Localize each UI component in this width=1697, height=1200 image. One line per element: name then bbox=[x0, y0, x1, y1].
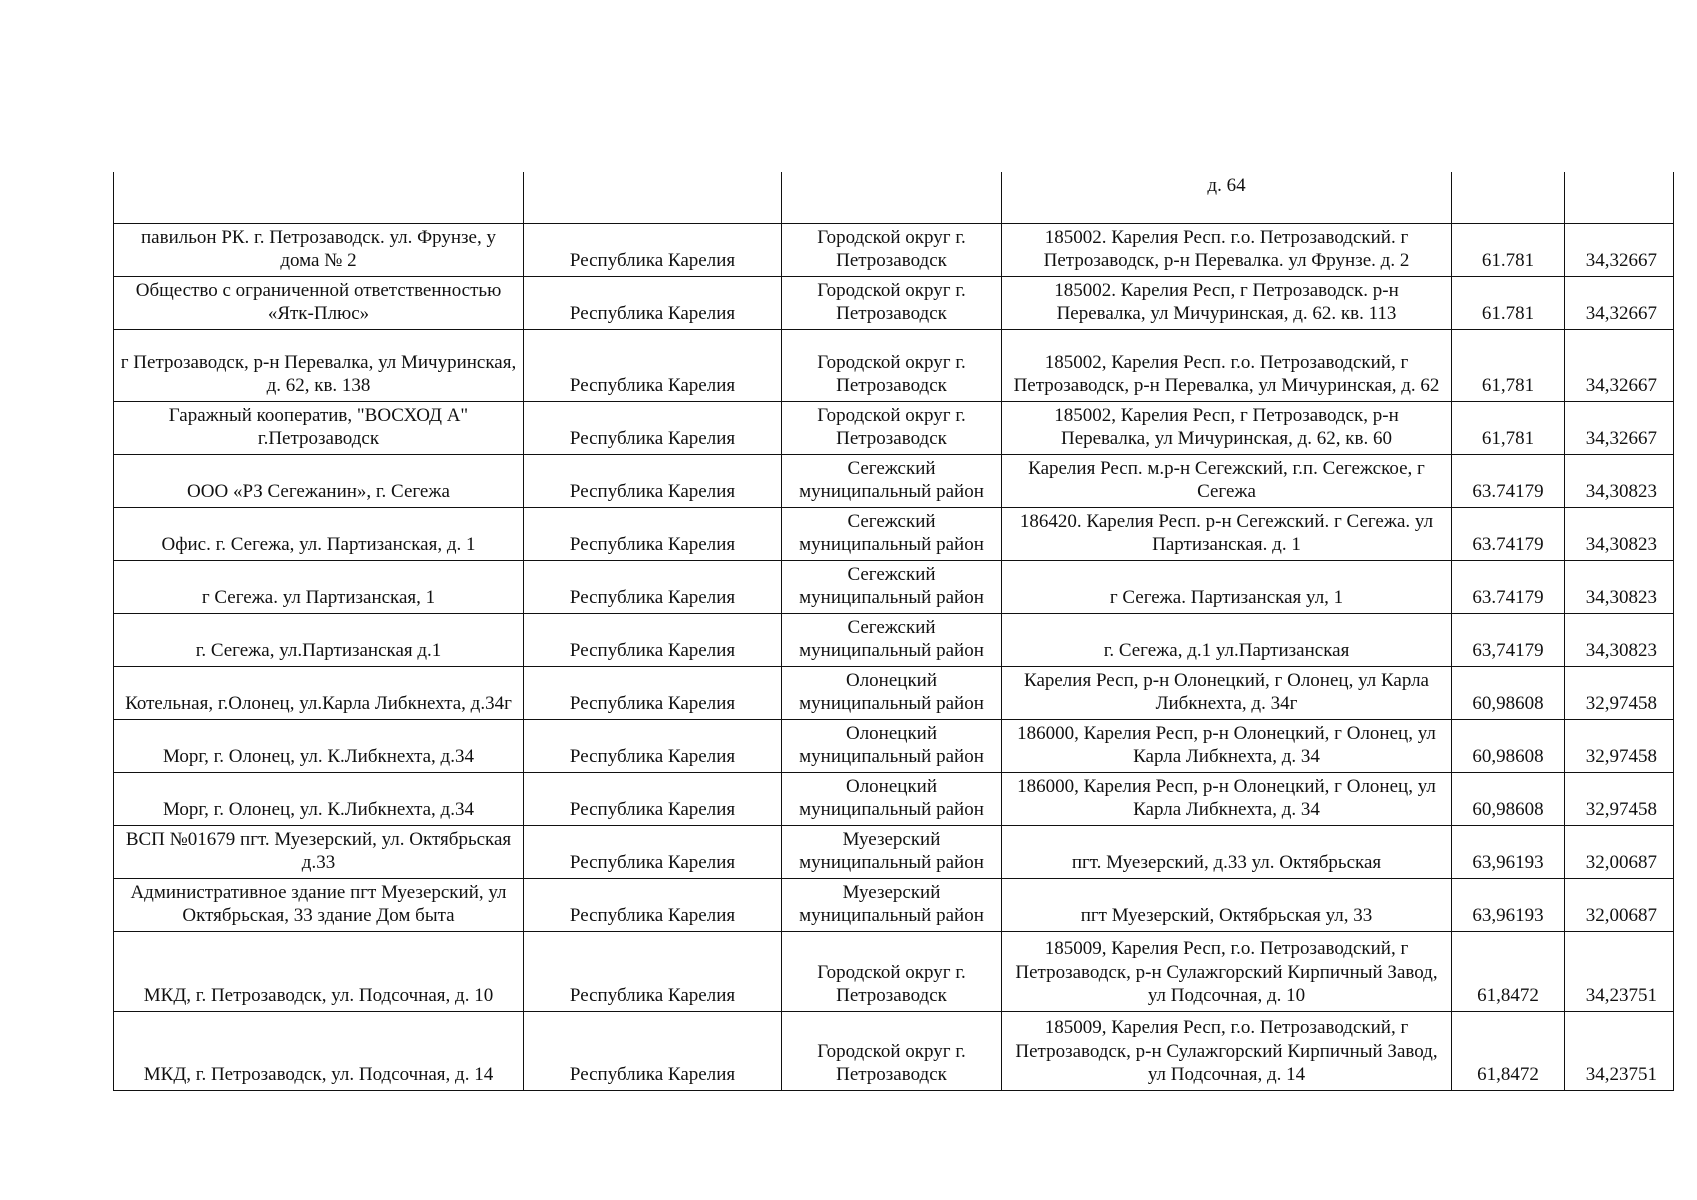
latitude-cell: 61,781 bbox=[1452, 329, 1565, 401]
latitude-cell: 63,96193 bbox=[1452, 825, 1565, 878]
address-cell: пгт. Муезерский, д.33 ул. Октябрьская bbox=[1002, 825, 1452, 878]
municipality-cell: Олонецкий муниципальный район bbox=[782, 719, 1002, 772]
address-cell: г Сегежа. Партизанская ул, 1 bbox=[1002, 560, 1452, 613]
table-row bbox=[114, 172, 1674, 223]
latitude-cell: 61,8472 bbox=[1452, 1011, 1565, 1090]
table-row bbox=[114, 719, 1674, 772]
address-cell: 186000, Карелия Респ, р-н Олонецкий, г Олонец, ул Карла Либкнехта, д. 34 bbox=[1002, 719, 1452, 772]
latitude-cell: 63,74179 bbox=[1452, 613, 1565, 666]
table-row bbox=[114, 560, 1674, 613]
latitude-cell: 61,781 bbox=[1452, 401, 1565, 454]
longitude-cell: 34,32667 bbox=[1565, 329, 1674, 401]
longitude-cell: 34,23751 bbox=[1565, 1011, 1674, 1090]
object-name-cell: Морг, г. Олонец, ул. К.Либкнехта, д.34 bbox=[114, 772, 524, 825]
address-cell: г. Сегежа, д.1 ул.Партизанская bbox=[1002, 613, 1452, 666]
municipality-cell: Городской округ г. Петрозаводск bbox=[782, 276, 1002, 329]
municipality-cell: Сегежский муниципальный район bbox=[782, 454, 1002, 507]
longitude-cell: 32,97458 bbox=[1565, 666, 1674, 719]
table-row bbox=[114, 223, 1674, 276]
object-name-cell: Офис. г. Сегежа, ул. Партизанская, д. 1 bbox=[114, 507, 524, 560]
region-cell: Республика Карелия bbox=[524, 401, 782, 454]
object-name-cell: МКД, г. Петрозаводск, ул. Подсочная, д. 14 bbox=[114, 1011, 524, 1090]
object-name-cell: г Петрозаводск, р-н Перевалка, ул Мичуринская, д. 62, кв. 138 bbox=[114, 329, 524, 401]
region-cell: Республика Карелия bbox=[524, 772, 782, 825]
object-name-cell: Гаражный кооператив, "ВОСХОД А" г.Петрозаводск bbox=[114, 401, 524, 454]
object-name-cell: Котельная, г.Олонец, ул.Карла Либкнехта, д.34г bbox=[114, 666, 524, 719]
address-cell: 185002, Карелия Респ. г.о. Петрозаводский, г Петрозаводск, р-н Перевалка, ул Мичуринская, д. 62 bbox=[1002, 329, 1452, 401]
address-cell: пгт Муезерский, Октябрьская ул, 33 bbox=[1002, 878, 1452, 931]
table-row bbox=[114, 401, 1674, 454]
municipality-cell bbox=[782, 172, 1002, 223]
region-cell: Республика Карелия bbox=[524, 878, 782, 931]
region-cell: Республика Карелия bbox=[524, 329, 782, 401]
table-row bbox=[114, 276, 1674, 329]
municipality-cell: Городской округ г. Петрозаводск bbox=[782, 931, 1002, 1011]
region-cell bbox=[524, 172, 782, 223]
object-name-cell: г. Сегежа, ул.Партизанская д.1 bbox=[114, 613, 524, 666]
latitude-cell: 60,98608 bbox=[1452, 772, 1565, 825]
latitude-cell: 63.74179 bbox=[1452, 454, 1565, 507]
address-cell: д. 64 bbox=[1002, 172, 1452, 223]
address-cell: 186000, Карелия Респ, р-н Олонецкий, г Олонец, ул Карла Либкнехта, д. 34 bbox=[1002, 772, 1452, 825]
municipality-cell: Муезерский муниципальный район bbox=[782, 878, 1002, 931]
region-cell: Республика Карелия bbox=[524, 454, 782, 507]
address-cell: 186420. Карелия Респ. р-н Сегежский. г Сегежа. ул Партизанская. д. 1 bbox=[1002, 507, 1452, 560]
municipality-cell: Сегежский муниципальный район bbox=[782, 507, 1002, 560]
longitude-cell: 32,97458 bbox=[1565, 772, 1674, 825]
longitude-cell: 34,30823 bbox=[1565, 560, 1674, 613]
object-name-cell: Морг, г. Олонец, ул. К.Либкнехта, д.34 bbox=[114, 719, 524, 772]
registry-table-body bbox=[114, 172, 1674, 1090]
region-cell: Республика Карелия bbox=[524, 931, 782, 1011]
region-cell: Республика Карелия bbox=[524, 719, 782, 772]
table-row bbox=[114, 825, 1674, 878]
longitude-cell: 32,00687 bbox=[1565, 825, 1674, 878]
registry-table bbox=[113, 172, 1674, 1091]
municipality-cell: Городской округ г. Петрозаводск bbox=[782, 401, 1002, 454]
address-cell: Карелия Респ. м.р-н Сегежский, г.п. Сегежское, г Сегежа bbox=[1002, 454, 1452, 507]
object-name-cell: Административное здание пгт Муезерский, ул Октябрьская, 33 здание Дом быта bbox=[114, 878, 524, 931]
region-cell: Республика Карелия bbox=[524, 276, 782, 329]
table-row bbox=[114, 931, 1674, 1011]
longitude-cell: 34,32667 bbox=[1565, 223, 1674, 276]
municipality-cell: Сегежский муниципальный район bbox=[782, 560, 1002, 613]
region-cell: Республика Карелия bbox=[524, 666, 782, 719]
longitude-cell: 32,00687 bbox=[1565, 878, 1674, 931]
municipality-cell: Муезерский муниципальный район bbox=[782, 825, 1002, 878]
table-row bbox=[114, 507, 1674, 560]
latitude-cell: 60,98608 bbox=[1452, 719, 1565, 772]
object-name-cell: ВСП №01679 пгт. Муезерский, ул. Октябрьская д.33 bbox=[114, 825, 524, 878]
table-row bbox=[114, 878, 1674, 931]
municipality-cell: Олонецкий муниципальный район bbox=[782, 666, 1002, 719]
municipality-cell: Олонецкий муниципальный район bbox=[782, 772, 1002, 825]
region-cell: Республика Карелия bbox=[524, 560, 782, 613]
object-name-cell: Общество с ограниченной ответственностью «Ятк-Плюс» bbox=[114, 276, 524, 329]
longitude-cell: 32,97458 bbox=[1565, 719, 1674, 772]
latitude-cell: 60,98608 bbox=[1452, 666, 1565, 719]
address-cell: Карелия Респ, р-н Олонецкий, г Олонец, ул Карла Либкнехта, д. 34г bbox=[1002, 666, 1452, 719]
latitude-cell: 63.74179 bbox=[1452, 560, 1565, 613]
table-row bbox=[114, 772, 1674, 825]
region-cell: Республика Карелия bbox=[524, 223, 782, 276]
municipality-cell: Городской округ г. Петрозаводск bbox=[782, 223, 1002, 276]
longitude-cell: 34,32667 bbox=[1565, 401, 1674, 454]
longitude-cell: 34,23751 bbox=[1565, 931, 1674, 1011]
longitude-cell: 34,30823 bbox=[1565, 454, 1674, 507]
address-cell: 185002, Карелия Респ, г Петрозаводск, р-н Перевалка, ул Мичуринская, д. 62, кв. 60 bbox=[1002, 401, 1452, 454]
region-cell: Республика Карелия bbox=[524, 1011, 782, 1090]
object-name-cell bbox=[114, 172, 524, 223]
latitude-cell: 63,96193 bbox=[1452, 878, 1565, 931]
region-cell: Республика Карелия bbox=[524, 507, 782, 560]
table-row bbox=[114, 329, 1674, 401]
latitude-cell bbox=[1452, 172, 1565, 223]
municipality-cell: Сегежский муниципальный район bbox=[782, 613, 1002, 666]
longitude-cell: 34,32667 bbox=[1565, 276, 1674, 329]
longitude-cell bbox=[1565, 172, 1674, 223]
table-row bbox=[114, 666, 1674, 719]
latitude-cell: 63.74179 bbox=[1452, 507, 1565, 560]
region-cell: Республика Карелия bbox=[524, 825, 782, 878]
latitude-cell: 61.781 bbox=[1452, 276, 1565, 329]
region-cell: Республика Карелия bbox=[524, 613, 782, 666]
address-cell: 185009, Карелия Респ, г.о. Петрозаводский, г Петрозаводск, р-н Сулажгорский Кирпичный Завод, ул Подсочная, д. 14 bbox=[1002, 1011, 1452, 1090]
address-cell: 185009, Карелия Респ, г.о. Петрозаводский, г Петрозаводск, р-н Сулажгорский Кирпичный Завод, ул Подсочная, д. 10 bbox=[1002, 931, 1452, 1011]
table-row bbox=[114, 1011, 1674, 1090]
address-cell: 185002. Карелия Респ. г.о. Петрозаводский. г Петрозаводск, р-н Перевалка. ул Фрунзе. д. 2 bbox=[1002, 223, 1452, 276]
address-cell: 185002. Карелия Респ, г Петрозаводск. р-н Перевалка, ул Мичуринская, д. 62. кв. 113 bbox=[1002, 276, 1452, 329]
latitude-cell: 61,8472 bbox=[1452, 931, 1565, 1011]
municipality-cell: Городской округ г. Петрозаводск bbox=[782, 329, 1002, 401]
object-name-cell: ООО «РЗ Сегежанин», г. Сегежа bbox=[114, 454, 524, 507]
object-name-cell: МКД, г. Петрозаводск, ул. Подсочная, д. 10 bbox=[114, 931, 524, 1011]
longitude-cell: 34,30823 bbox=[1565, 507, 1674, 560]
table-row bbox=[114, 613, 1674, 666]
municipality-cell: Городской округ г. Петрозаводск bbox=[782, 1011, 1002, 1090]
table-row bbox=[114, 454, 1674, 507]
object-name-cell: г Сегежа. ул Партизанская, 1 bbox=[114, 560, 524, 613]
document-page bbox=[113, 172, 1673, 1091]
longitude-cell: 34,30823 bbox=[1565, 613, 1674, 666]
latitude-cell: 61.781 bbox=[1452, 223, 1565, 276]
object-name-cell: павильон РК. г. Петрозаводск. ул. Фрунзе, у дома № 2 bbox=[114, 223, 524, 276]
